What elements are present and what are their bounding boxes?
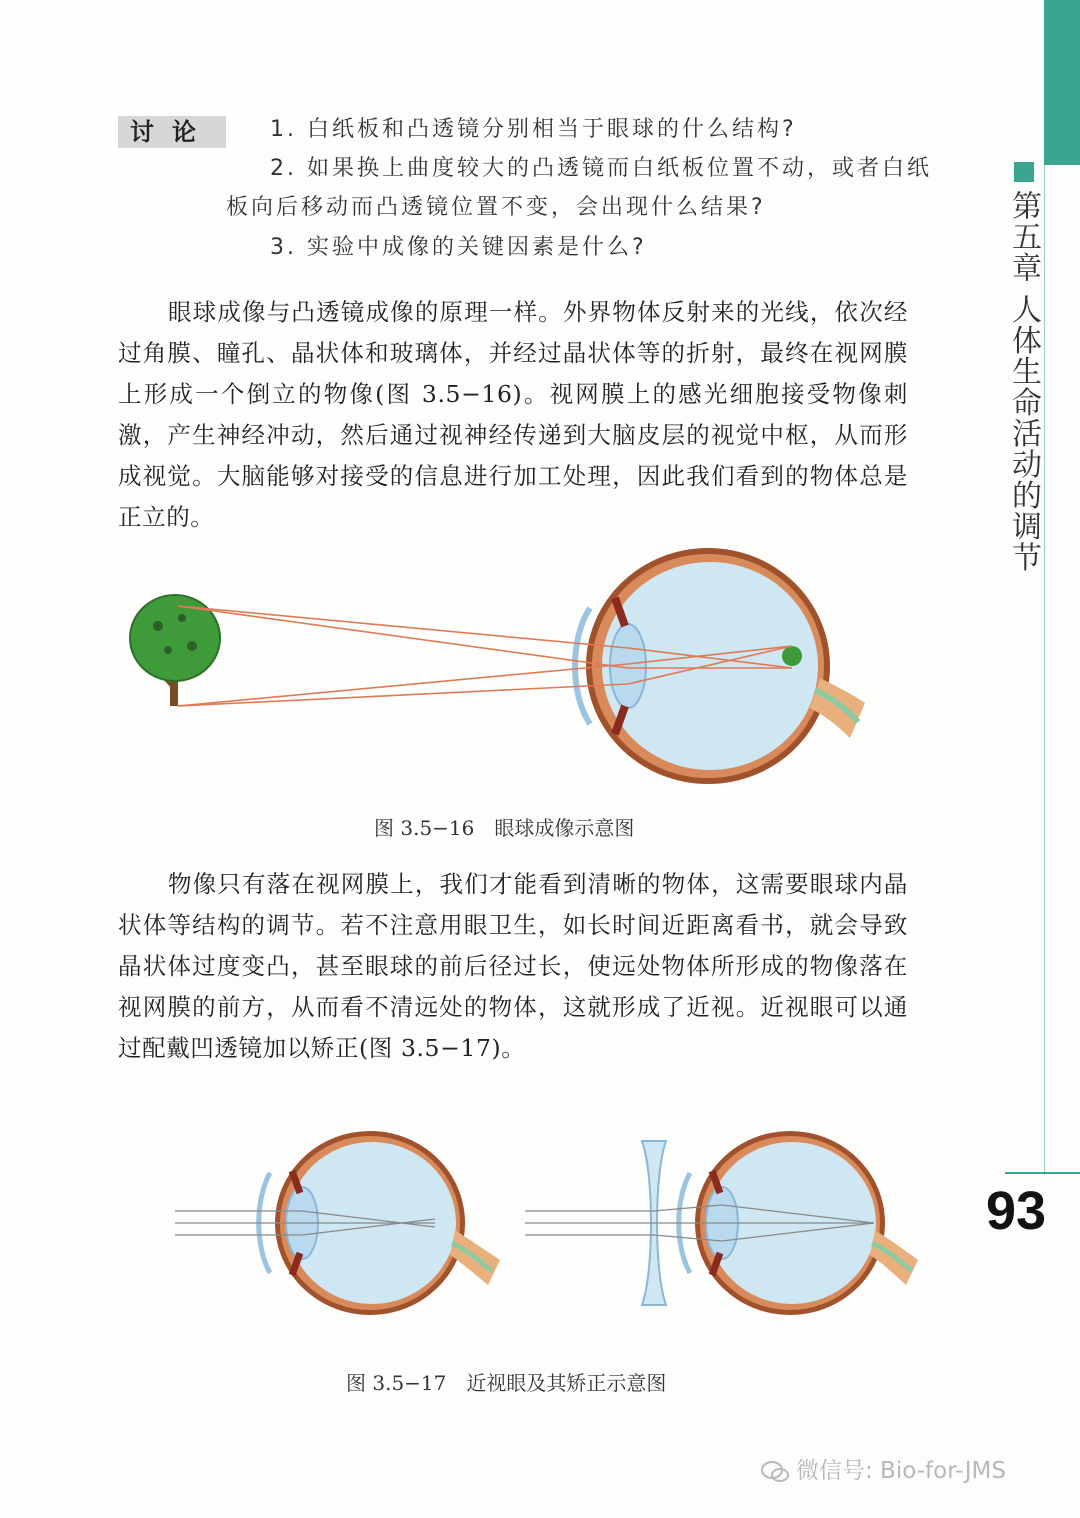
body-paragraph-1: 眼球成像与凸透镜成像的原理一样。外界物体反射来的光线，依次经过角膜、瞳孔、晶状体和玻璃体，并经过晶状体等的折射，最终在视网膜上形成一个倒立的物像(图 3.5−16)。视网膜上的感光细胞接受物像刺激，产生神经冲动，然后通过视神经传递到大脑皮层的视觉中枢，从而形成视觉。大脑能够对接受的信息进行加工处理，因此我们看到的物体总是正立的。 <box>118 298 908 531</box>
wechat-icon <box>760 1460 790 1484</box>
eye-imaging-diagram <box>120 538 880 798</box>
wechat-watermark <box>760 1452 1006 1485</box>
figure-1-caption: 图 3.5−16 眼球成像示意图 <box>374 816 635 840</box>
tree-object <box>130 595 220 706</box>
chapter-color-tab <box>1044 0 1080 165</box>
discussion-question-2-line-1: 2. 如果换上曲度较大的凸透镜而白纸板位置不动，或者白纸 <box>270 156 932 181</box>
body-paragraph-2: 物像只有落在视网膜上，我们才能看到清晰的物体，这需要眼球内晶状体等结构的调节。若不注意用眼卫生，如长时间近距离看书，就会导致晶状体过度变凸，甚至眼球的前后径过长，使远处物体所形成的物像落在视网膜的前方，从而看不清远处的物体，这就形成了近视。近视眼可以通过配戴凹透镜加以矫正(图 3.5−17)。 <box>118 870 908 1062</box>
figure-2-caption: 图 3.5−17 近视眼及其矫正示意图 <box>346 1371 667 1395</box>
margin-line <box>1044 165 1045 1175</box>
page-number-rule <box>1005 1172 1080 1174</box>
discussion-question-1: 1. 白纸板和凸透镜分别相当于眼球的什么结构? <box>270 117 797 142</box>
watermark-text: 微信号: Bio-for-JMS <box>796 1458 1006 1484</box>
discussion-question-2-line-2: 板向后移动而凸透镜位置不变，会出现什么结果? <box>226 195 766 220</box>
discussion-label: 讨论 <box>118 116 226 148</box>
chapter-title: 第五章 人体生命活动的调节 <box>1006 190 1041 573</box>
page-number: 93 <box>986 1181 1047 1241</box>
myopia-correction-diagram <box>170 1125 930 1325</box>
chapter-marker <box>1014 162 1034 182</box>
discussion-question-3: 3. 实验中成像的关键因素是什么? <box>270 235 647 260</box>
